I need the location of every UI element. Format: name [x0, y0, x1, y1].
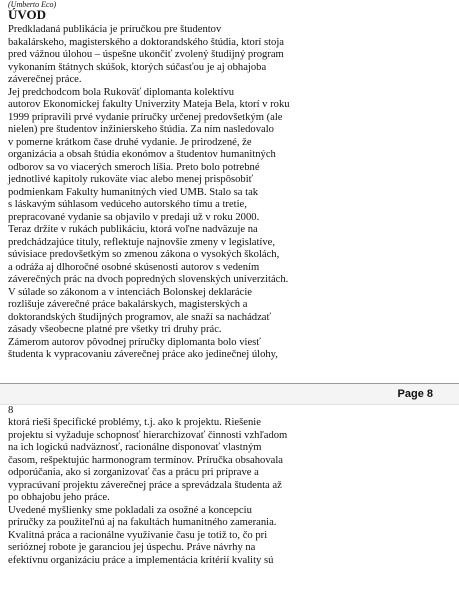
text-line: predchádzajúce tituly, reflektuje najnovšie zmeny v legislatíve,: [8, 236, 275, 248]
text-line: jednotlivé kapitoly rukoväte viac alebo menej prispôsobiť: [8, 174, 254, 185]
text-line: autorov Ekonomickej fakulty Univerzity Mateja Bela, ktorí v roku: [8, 99, 290, 110]
text-line: rozlišuje záverečné práce bakalárskych, magisterských a: [8, 299, 248, 310]
text-line: zásady všeobecne platné pre všetky tri druhy prác.: [8, 324, 222, 335]
body-text-upper: [8, 24, 453, 362]
text-line: V súlade so zákonom a v intenciách Bolonskej deklarácie: [8, 286, 252, 298]
page-number: 8: [8, 405, 14, 416]
text-line: nielen) pre študentov inžinierskeho štúdia. Za ním nasledovalo: [8, 124, 274, 135]
body-text-lower: [8, 417, 453, 567]
text-line: po obhajobu jeho práce.: [8, 492, 110, 503]
text-line: príručky za použiteľnú aj na fakultách humanitného zamerania.: [8, 517, 277, 528]
text-line: súvisiace predovšetkým so zmenou zákona o vysokých školách,: [8, 249, 280, 260]
text-line: doktorandských študijných programov, ale snaží sa nachádzať: [8, 311, 272, 323]
section-title: ÚVOD: [8, 7, 47, 22]
text-line: projektu si vyžaduje schopnosť hierarchizovať činnosti vzhľadom: [8, 429, 288, 441]
text-line: vykonaním štátnych skúšok, ktorých súčasťou je aj obhajoba: [8, 61, 267, 73]
text-line: Predkladaná publikácia je príručkou pre študentov: [8, 24, 222, 35]
text-line: záverečnej práce.: [8, 74, 82, 85]
text-line: v pomerne krátkom čase druhé vydanie. Je prirodzené, že: [8, 136, 252, 148]
text-line: Uvedené myšlienky sme pokladali za osožné a koncepciu: [8, 504, 252, 516]
text-line: podmienkam Fakulty humanitných vied UMB. Stalo sa tak: [8, 186, 259, 198]
text-line: Jej predchodcom bola Rukoväť diplomanta kolektívu: [8, 86, 235, 98]
text-line: s láskavým súhlasom vedúceho autorského tímu a tretie,: [8, 199, 247, 210]
text-line: odporúčania, ako si zorganizovať čas a prácu pri príprave a: [8, 467, 259, 478]
quote-attribution: (Umberto Eco): [8, 0, 57, 9]
text-line: Kvalitná práca a racionálne využívanie času je totiž to, čo pri: [8, 529, 268, 541]
text-line: Zámerom autorov pôvodnej príručky diplomanta bolo viesť: [8, 336, 261, 348]
text-line: časom, rešpektujúc harmonogram termínov. Príručka obsahovala: [8, 454, 283, 466]
text-line: prepracované vydanie sa objavilo v predaji už v roku 2000.: [8, 211, 260, 223]
text-line: bakalárskeho, magisterského a doktorandského štúdia, ktorí stoja: [8, 36, 284, 48]
text-line: na ich logickú nadväznosť, racionálne disponovať vlastným: [8, 442, 262, 453]
text-line: efektívnu organizáciu práce a implementácia kritérií kvality sú: [8, 554, 274, 566]
text-line: záverečných prác na dvoch popredných slovenských univerzitách.: [8, 274, 289, 285]
text-line: odborov sa vo viacerých smeroch líšia. Preto bolo potrebné: [8, 161, 260, 173]
text-line: študenta k vypracovaniu záverečnej práce ako jedinečnej úlohy,: [8, 349, 278, 360]
text-line: serióznej robote je garanciou jej úspechu. Práve návrhy na: [8, 542, 256, 553]
text-line: pred vážnou úlohou – úspešne ukončiť zvolený študijný program: [8, 49, 284, 60]
page-header-bar: [0, 384, 459, 405]
text-line: 1999 pripravili prvé vydanie príručky určenej predovšetkým (ale: [8, 111, 283, 123]
text-line: ktorá rieši špecifické problémy, t.j. ako k projektu. Riešenie: [8, 417, 261, 428]
text-line: organizácia a obsah štúdia ekonómov a študentov humanitných: [8, 149, 276, 160]
text-line: vypracúvaní projektu záverečnej práce a sprevádzala študenta až: [8, 479, 282, 491]
page-label: Page 8: [397, 388, 433, 400]
text-line: a odráža aj dlhoročné osobné skúsenosti autorov s vedením: [8, 261, 260, 273]
text-line: Teraz držíte v rukách publikáciu, ktorá voľne nadväzuje na: [8, 224, 258, 235]
